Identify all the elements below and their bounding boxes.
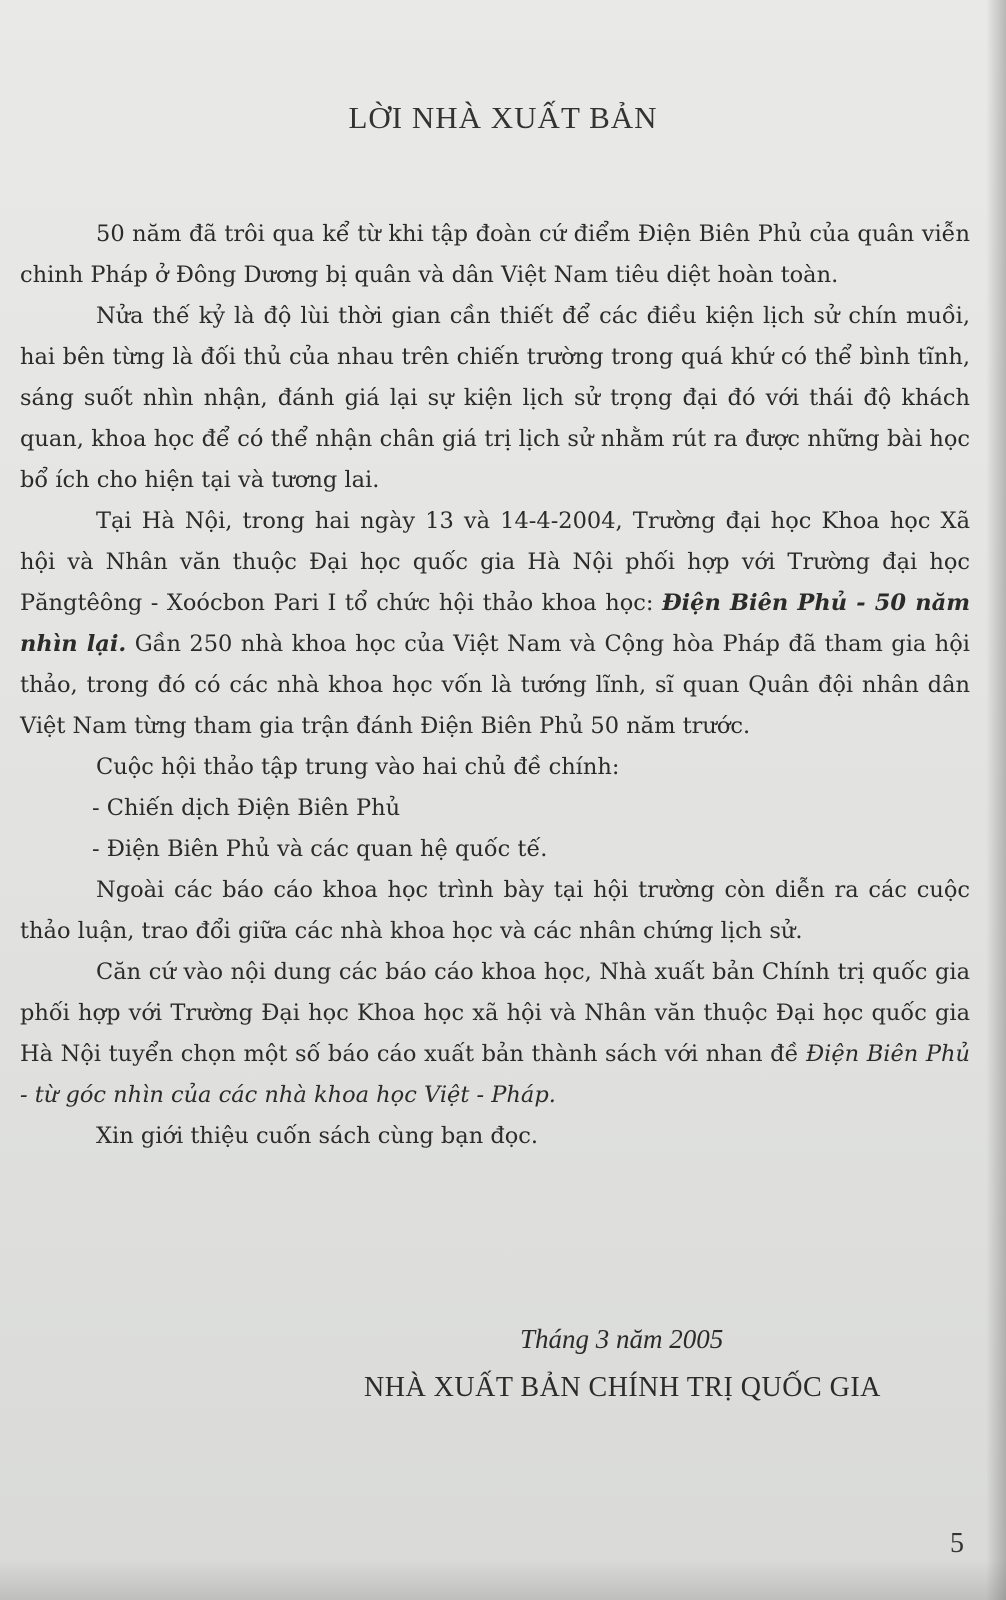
page-bottom-shadow [0, 1560, 1006, 1600]
paragraph-3-text-b: Gần 250 nhà khoa học của Việt Nam và Cộng hòa Pháp đã tham gia hội thảo, trong đó có các nhà khoa học vốn là tướng lĩnh, sĩ quan Quân đội nhân dân Việt Nam từng tham gia trận đánh Điện Biên Phủ 50 năm trước. [20, 631, 970, 739]
paragraph-3-text-a: Tại Hà Nội, trong hai ngày 13 và 14-4-2004, Trường đại học Khoa học Xã hội và Nhân văn thuộc Đại học quốc gia Hà Nội phối hợp với Trường đại học Păngtêông - Xoócbon Pari I tổ chức hội thảo khoa học: [20, 508, 970, 616]
paragraph-2: Nửa thế kỷ là độ lùi thời gian cần thiết để các điều kiện lịch sử chín muồi, hai bên từng là đối thủ của nhau trên chiến trường trong quá khứ có thể bình tĩnh, sáng suốt nhìn nhận, đánh giá lại sự kiện lịch sử trọng đại đó với thái độ khách quan, khoa học để có thể nhận chân giá trị lịch sử nhằm rút ra được những bài học bổ ích cho hiện tại và tương lai. [20, 303, 970, 493]
page-title: LỜI NHÀ XUẤT BẢN [348, 100, 658, 135]
page-edge-shadow [986, 0, 1006, 1600]
topic-item-1: - Chiến dịch Điện Biên Phủ [92, 795, 401, 821]
paragraph-5: Ngoài các báo cáo khoa học trình bày tại hội trường còn diễn ra các cuộc thảo luận, trao đổi giữa các nhà khoa học và các nhân chứng lịch sử. [20, 877, 970, 944]
page-number: 5 [950, 1528, 964, 1559]
conference-title: Điện Biên Phủ - 50 năm nhìn lại. [20, 590, 971, 657]
paragraph-3 [20, 501, 970, 747]
paragraph-6 [20, 952, 970, 1116]
paragraph-6-text: Căn cứ vào nội dung các báo cáo khoa học, Nhà xuất bản Chính trị quốc gia phối hợp với Trường Đại học Khoa học xã hội và Nhân văn thuộc Đại học quốc gia Hà Nội tuyển chọn một số báo cáo xuất bản thành sách với nhan đề [20, 959, 970, 1067]
paragraph-7: Xin giới thiệu cuốn sách cùng bạn đọc. [96, 1123, 539, 1149]
body-text [20, 214, 970, 1157]
signature-publisher: NHÀ XUẤT BẢN CHÍNH TRỊ QUỐC GIA [364, 1372, 881, 1403]
paragraph-4: Cuộc hội thảo tập trung vào hai chủ đề chính: [96, 754, 620, 780]
book-title: Điện Biên Phủ - từ góc nhìn của các nhà khoa học Việt - Pháp. [20, 1041, 970, 1108]
paragraph-1: 50 năm đã trôi qua kể từ khi tập đoàn cứ điểm Điện Biên Phủ của quân viễn chinh Pháp ở Đông Dương bị quân và dân Việt Nam tiêu diệt hoàn toàn. [20, 221, 970, 288]
topic-item-2: - Điện Biên Phủ và các quan hệ quốc tế. [92, 836, 548, 862]
signature-date: Tháng 3 năm 2005 [520, 1324, 724, 1354]
